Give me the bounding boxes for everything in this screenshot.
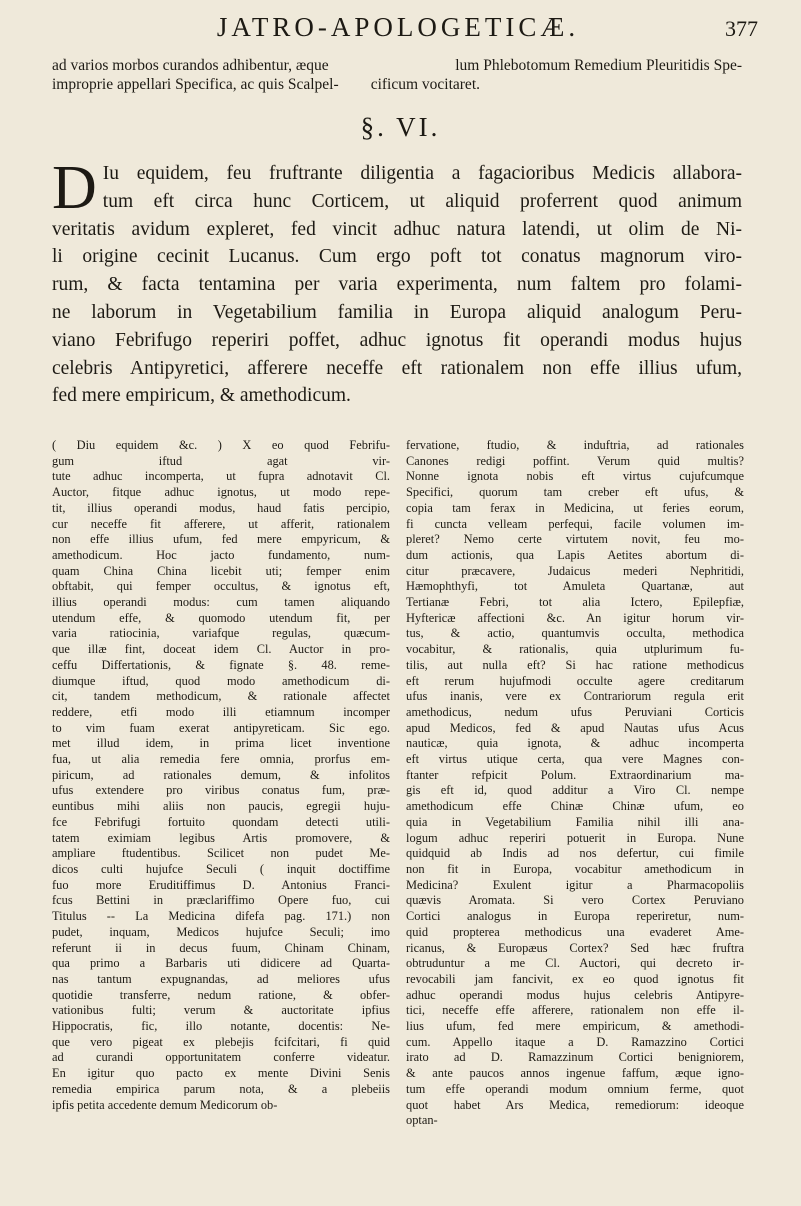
- note-line: Titulus -- La Medicina difefa pag. 171.) non: [52, 909, 390, 924]
- note-line: ( Diu equidem &c. ) X eo quod Febrifu-: [52, 438, 390, 452]
- note-line: quid propterea methodicus una evaderet Ame-: [406, 924, 744, 939]
- note-line: ampliare ftudentibus. Scilicet non pudet Me-: [52, 846, 390, 861]
- note-line: referunt ii in decus fuum, Chinam Chinam,: [52, 940, 390, 955]
- lead-line: [52, 56, 742, 75]
- lead-line: [52, 75, 742, 94]
- note-line: tute adhuc incomperta, ut fupra adnotavit Cl.: [52, 469, 390, 484]
- text-line: ne laborum in Vegetabilium familia in Europa aliquid analogum Peru-: [52, 301, 742, 323]
- note-line: euntibus mihi aliis non paucis, egregii huju-: [52, 799, 390, 814]
- note-line: Specifici, quorum tam creber eft ufus, &: [406, 485, 744, 500]
- note-line: nauticæ, quia ignota, & adhuc incomperta: [406, 736, 744, 751]
- note-line: Tertianæ Febri, tot alia Ictero, Epilepfiæ,: [406, 595, 744, 610]
- note-line: que vero pigeat ex plebejis fcifcitari, fi quid: [52, 1034, 390, 1049]
- footnote-column-right: [406, 438, 744, 1188]
- note-line: met illud idem, in prima licet inventione: [52, 736, 390, 751]
- note-line: Auctor, fitque adhuc ignotus, ut modo repe-: [52, 485, 390, 500]
- note-line: lius ufum, fed mere empiricum, & amethodi-: [406, 1019, 744, 1034]
- note-line: Medicina? Exulent igitur a Pharmacopoliis: [406, 877, 744, 892]
- note-line: gis eft id, quod additur a Viro Cl. nempe: [406, 783, 744, 798]
- running-head: [58, 12, 758, 52]
- note-line: apud Medicos, fed & apud Nautas ufus Acus: [406, 720, 744, 735]
- note-line: fi cuncta velleam perfequi, facile volumen im-: [406, 516, 744, 531]
- note-line: fuo more Eruditiffimus D. Antonius Franci-: [52, 877, 390, 892]
- note-line: reddere, etfi modo illi etiamnum incomper: [52, 704, 390, 719]
- note-line: diumque iftud, quod modo amethodicum di-: [52, 673, 390, 688]
- continued-footnote-lines: [52, 56, 742, 94]
- note-line: quævis Aromata. Si vero Cortex Peruviano: [406, 893, 744, 908]
- note-line: tit, illius operandi modus, haud fatis percipio,: [52, 500, 390, 515]
- note-line: ipfis petita accedente demum Medicorum ob-: [52, 1097, 278, 1112]
- note-line: amethodicus, nedum ufus Peruviani Corticis: [406, 704, 744, 719]
- note-line: Hæmophthyfi, tot Amuleta Quartanæ, aut: [406, 579, 744, 594]
- note-line: utendum effe, & quomodo utendum fit, per: [52, 610, 390, 625]
- note-line: quam China China licebit uti; femper enim: [52, 563, 390, 578]
- note-line: non fit in Europa, vocabitur amethodicum in: [406, 861, 744, 876]
- note-line: Nonne ignota nobis eft virtus cujufcumque: [406, 469, 744, 484]
- text-line: celebris Antipyretici, afferere neceffe eft rationalem non effe illius ufum,: [52, 357, 742, 379]
- lead-line-right: lum Phlebotomum Remedium Pleuritidis Spe-: [455, 57, 742, 74]
- note-line: pudet, inquam, Medicos hujufce Seculi; imo: [52, 924, 390, 939]
- note-line: obtruduntur a me Cl. Auctori, qui decreto ir-: [406, 956, 744, 971]
- text-line: viano Febrifugo reperiri poffet, adhuc ignotus fit operandi modus hujus: [52, 329, 742, 351]
- text-line: fed mere empiricum, & amethodicum.: [52, 385, 351, 407]
- note-line: Canones redigi poffint. Verum quid multis?: [406, 453, 744, 468]
- note-line: que illæ fint, doceat idem Cl. Auctor in pro-: [52, 642, 390, 657]
- running-title: JATRO-APOLOGETICÆ.: [216, 12, 580, 42]
- note-line: tilis, aut nulla eft? Si hac ratione methodicus: [406, 657, 744, 672]
- note-line: nas tantum expugnandas, ad meliores ufus: [52, 971, 390, 986]
- note-line: ftanter refpicit Polum. Extraordinarium ma-: [406, 767, 744, 782]
- note-line: adhuc operandi modus hujus celebris Antipyre-: [406, 987, 744, 1002]
- note-line: cum. Appello itaque a D. Ramazzino Cortici: [406, 1034, 744, 1049]
- note-line: ufus extendere pro viribus conatus fum, præ-: [52, 783, 390, 798]
- text-line: rum, & facta tentamina per varia experimenta, num faltem pro folami-: [52, 274, 742, 296]
- note-line: tatem eximiam legibus Artis promovere, &: [52, 830, 390, 845]
- note-line: pleret? Nemo certe virtutem novit, feu mo-: [406, 532, 744, 547]
- note-line: fce Febrifugi fortuito quondam detecti utili-: [52, 814, 390, 829]
- note-line: vocabitur, & rationalis, quia utplurimum fu-: [406, 642, 744, 657]
- note-line: fervatione, ftudio, & induftria, ad rationales: [406, 438, 744, 452]
- drop-capital: D: [52, 154, 97, 222]
- note-line: irato ad D. Ramazzinum Cortici benigniorem,: [406, 1050, 744, 1065]
- main-paragraph: [52, 154, 742, 410]
- note-line: quotidie transferre, nedum ratione, & obfer-: [52, 987, 390, 1002]
- note-line: piricum, ad rationales demum, & infolitos: [52, 767, 390, 782]
- note-line: fcus Bettini in præclariffimo Opere fuo, cui: [52, 893, 390, 908]
- text-line: tum eft circa hunc Corticem, ut aliquid proferrent quod animum: [102, 190, 742, 212]
- section-heading: §. VI.: [360, 112, 441, 142]
- note-line: tici, neceffe effe afferere, rationalem non effe il-: [406, 1003, 744, 1018]
- note-line: cit, tandem methodicum, & rationale affectet: [52, 689, 390, 704]
- note-line: En igitur quo pacto ex mente Divini Senis: [52, 1066, 390, 1081]
- note-line: tum effe operandi modum omnium ferme, quot: [406, 1081, 744, 1096]
- note-line: obftabit, qui femper occultus, & ignotus eft,: [52, 579, 390, 594]
- note-line: quidquid ab Indis ad nos defertur, cui fimile: [406, 846, 744, 861]
- note-line: ricanus, & Europæus Cortex? Sed hæc fruftra: [406, 940, 744, 955]
- lead-line-left: ad varios morbos curandos adhibentur, æque: [52, 57, 329, 74]
- lead-line-right: cificum vocitaret.: [370, 76, 480, 93]
- note-line: gum iftud agat vir-: [52, 453, 390, 468]
- text-line: Iu equidem, feu fruftrante diligentia a fagacioribus Medicis allabora-: [102, 163, 742, 184]
- note-line: to vim fuam exerat antipyreticam. Sic ego.: [52, 720, 390, 735]
- note-line: qua primo a Barbaris uti didicere ad Quarta-: [52, 956, 390, 971]
- text-line: veritatis avidum expleret, fed vincit adhuc natura latendi, ut olim de Ni-: [52, 218, 742, 240]
- note-line: eft rerum hujufmodi occulte agere creditarum: [406, 673, 744, 688]
- note-line: dicos culti hujufce Seculi ( inquit doctiffime: [52, 861, 390, 876]
- page-number: 377: [725, 16, 758, 41]
- note-line: & ante paucos annos ingenue faffum, æque igno-: [406, 1066, 744, 1081]
- text-line: li origine cecinit Lucanus. Cum ergo poft tot conatus magnorum viro-: [52, 246, 742, 268]
- note-line: remedia empirica parum nota, & a plebeiis: [52, 1081, 390, 1096]
- note-line: varia ratiocinia, variafque regulas, quæcum-: [52, 626, 390, 641]
- note-line: tus, & actio, quantumvis occulta, methodica: [406, 626, 744, 641]
- note-line: Cortici analogus in Europa reperiretur, num-: [406, 909, 744, 924]
- note-line: illius operandi modus: cum tamen aliquando: [52, 595, 390, 610]
- note-line: fua, ut alia remedia fere omnia, prorfus em-: [52, 752, 390, 767]
- note-line: non effe illius ufum, fed mere empyricum, &: [52, 532, 390, 547]
- note-line: dum actionis, qua Lapis Aetites abortum di-: [406, 547, 744, 562]
- note-line: optan-: [406, 1113, 438, 1128]
- note-line: eft virtus utique certa, qua vere Magnes con-: [406, 752, 744, 767]
- note-line: ufus inanis, vere ex Contrariorum regula erit: [406, 689, 744, 704]
- note-line: ceffu Differtationis, & fignate §. 48. reme-: [52, 657, 390, 672]
- note-line: quot habet Ars Medica, remediorum: ideoque: [406, 1097, 744, 1112]
- note-line: cur neceffe fit afferere, ut afferit, rationalem: [52, 516, 390, 531]
- note-line: citur præcavere, Judaicus mederi Nephritidi,: [406, 563, 744, 578]
- footnotes: [52, 438, 744, 1188]
- note-line: revocabili jam fancivit, ex eo quod ignotus fit: [406, 971, 744, 986]
- note-line: ad curandi opportunitatem conferre videatur.: [52, 1050, 390, 1065]
- note-line: copia tam ferax in Medicina, ut feries eorum,: [406, 500, 744, 515]
- note-line: logum adhuc reperiri potuerit in Europa. Nune: [406, 830, 744, 845]
- note-line: Hyftericæ affectioni &c. An igitur horum vir-: [406, 610, 744, 625]
- note-line: vationibus fulti; verum & auctoritate ipfius: [52, 1003, 390, 1018]
- note-line: quia in Vegetabilium Familia nihil illi ana-: [406, 814, 744, 829]
- note-line: amethodicum. Hoc jacto fundamento, num-: [52, 547, 390, 562]
- footnote-column-left: [52, 438, 390, 1188]
- lead-line-left: improprie appellari Specifica, ac quis Scalpel-: [52, 76, 339, 93]
- note-line: Hippocratis, fic, illo notante, docentis: Ne-: [52, 1019, 390, 1034]
- note-line: amethodicum effe Chinæ Chinæ ufum, eo: [406, 799, 744, 814]
